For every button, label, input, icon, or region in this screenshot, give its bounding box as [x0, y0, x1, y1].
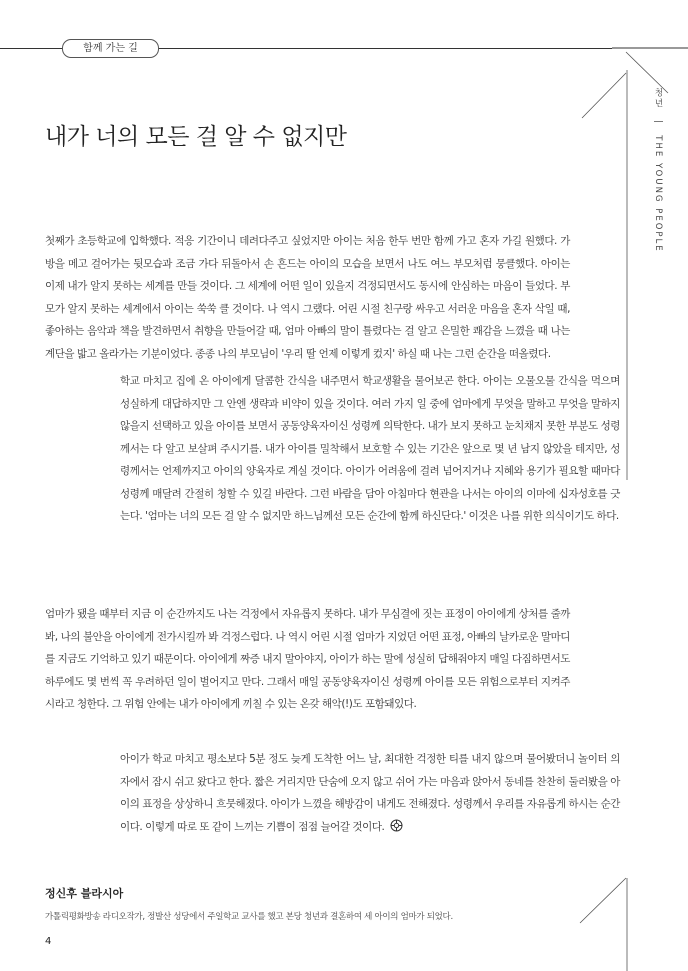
section-tag: 함께 가는 길 — [62, 39, 159, 58]
top-diagonal — [582, 73, 626, 118]
side-label — [652, 88, 664, 253]
article-title: 내가 너의 모든 걸 알 수 없지만 — [45, 124, 347, 150]
paragraph-4 — [120, 748, 620, 838]
paragraph-1: 첫째가 초등학교에 입학했다. 적응 기간이니 데려다주고 싶었지만 아이는 처음 한두 번만 함께 가고 혼자 가길 원했다. 가방을 메고 걸어가는 뒷모습과 조금 가다 뒤돌아서 손 흔드는 아이의 모습을 보면서 나도 여느 부모처럼 뭉클했다. 아이는 이제 내가 알지 못하는 세계를 만들 것이다. 그 세계에 어떤 일이 있을지 걱정되면서도 동시에 안심하는 마음이 들었다. 부모가 알지 못하는 세계에서 아이는 쑥쑥 클 것이다. 나 역시 그랬다. 어린 시절 친구랑 싸우고 서러운 마음을 혼자 삭일 때, 좋아하는 음악과 책을 발견하면서 취향을 만들어갈 때, 엄마 아빠의 말이 틀렸다는 걸 알고 은밀한 쾌감을 느꼈을 때 나는 계단을 밟고 올라가는 기분이었다. 종종 나의 부모님이 '우리 딸 언제 이렇게 컸지' 하실 때 나는 그런 순간을 떠올렸다. — [45, 235, 570, 360]
bottom-diagonal — [580, 878, 626, 923]
paragraph-4-text: 아이가 학교 마치고 평소보다 5분 정도 늦게 도착한 어느 날, 최대한 걱정한 티를 내지 않으며 물어봤더니 놀이터 의자에서 잠시 쉬고 왔다고 한다. 짧은 거리지만 단숨에 오지 않고 쉬어 가는 마음과 앉아서 동네를 찬찬히 둘러봤을 아이의 표정을 상상하니 흐뭇해졌다. 아이가 느꼈을 해방감이 내게도 전해졌다. 성령께서 우리를 자유롭게 하시는 순간이다. 이렇게 따로 또 같이 느끼는 기쁨이 점점 늘어갈 것이다. — [120, 753, 620, 833]
page-number: 4 — [45, 936, 52, 947]
corner-diagonal — [626, 52, 668, 93]
author-name: 정신후 블라시아 — [45, 887, 124, 900]
side-subtitle: THE YOUNG PEOPLE — [653, 135, 663, 253]
end-mark-icon — [390, 819, 403, 832]
paragraph-2: 학교 마치고 집에 온 아이에게 달콤한 간식을 내주면서 학교생활을 물어보곤 한다. 아이는 오물오물 간식을 먹으며 성실하게 대답하지만 그 안엔 생략과 비약이 있을 것이다. 여러 가지 일 중에 엄마에게 무엇을 말하고 무엇을 말하지 않을지 선택하고 있을 아이를 보면서 공동양육자이신 성령께 의탁한다. 내가 보지 못하고 눈치채지 못한 부분도 성령께서는 다 알고 보살펴 주시기를. 내가 아이를 밀착해서 보호할 수 있는 기간은 앞으로 몇 년 남지 않았을 테지만, 성령께서는 언제까지고 아이의 양육자로 계실 것이다. 아이가 어려움에 걸려 넘어지거나 지혜와 용기가 필요할 때마다 성령께 매달려 간절히 청할 수 있길 바란다. 그런 바람을 담아 아침마다 현관을 나서는 아이의 이마에 십자성호를 긋는다. '엄마는 너의 모든 걸 알 수 없지만 하느님께선 모든 순간에 함께 하신단다.' 이것은 나를 위한 의식이기도 하다. — [120, 375, 620, 522]
paragraph-3: 엄마가 됐을 때부터 지금 이 순간까지도 나는 걱정에서 자유롭지 못하다. 내가 무심결에 짓는 표정이 아이에게 상처를 줄까 봐, 나의 불안을 아이에게 전가시킬까 봐 걱정스럽다. 나 역시 어린 시절 엄마가 지었던 어떤 표정, 아빠의 날카로운 말마디를 지금도 기억하고 있기 때문이다. 아이에게 짜증 내지 말아야지, 아이가 하는 말에 성실히 답해줘야지 매일 다짐하면서도 하루에도 몇 번씩 꼭 우려하던 일이 벌어지고 만다. 그래서 매일 공동양육자이신 성령께 아이를 모든 위험으로부터 지켜주시라고 청한다. 그 위험 안에는 내가 아이에게 끼칠 수 있는 온갖 해악(!)도 포함돼있다. — [45, 608, 570, 710]
author-bio: 가톨릭평화방송 라디오작가, 정발산 성당에서 주일학교 교사를 했고 본당 청년과 결혼하여 세 아이의 엄마가 되었다. — [45, 912, 453, 922]
side-separator: | — [653, 119, 663, 125]
side-category: 청년 — [653, 88, 663, 109]
